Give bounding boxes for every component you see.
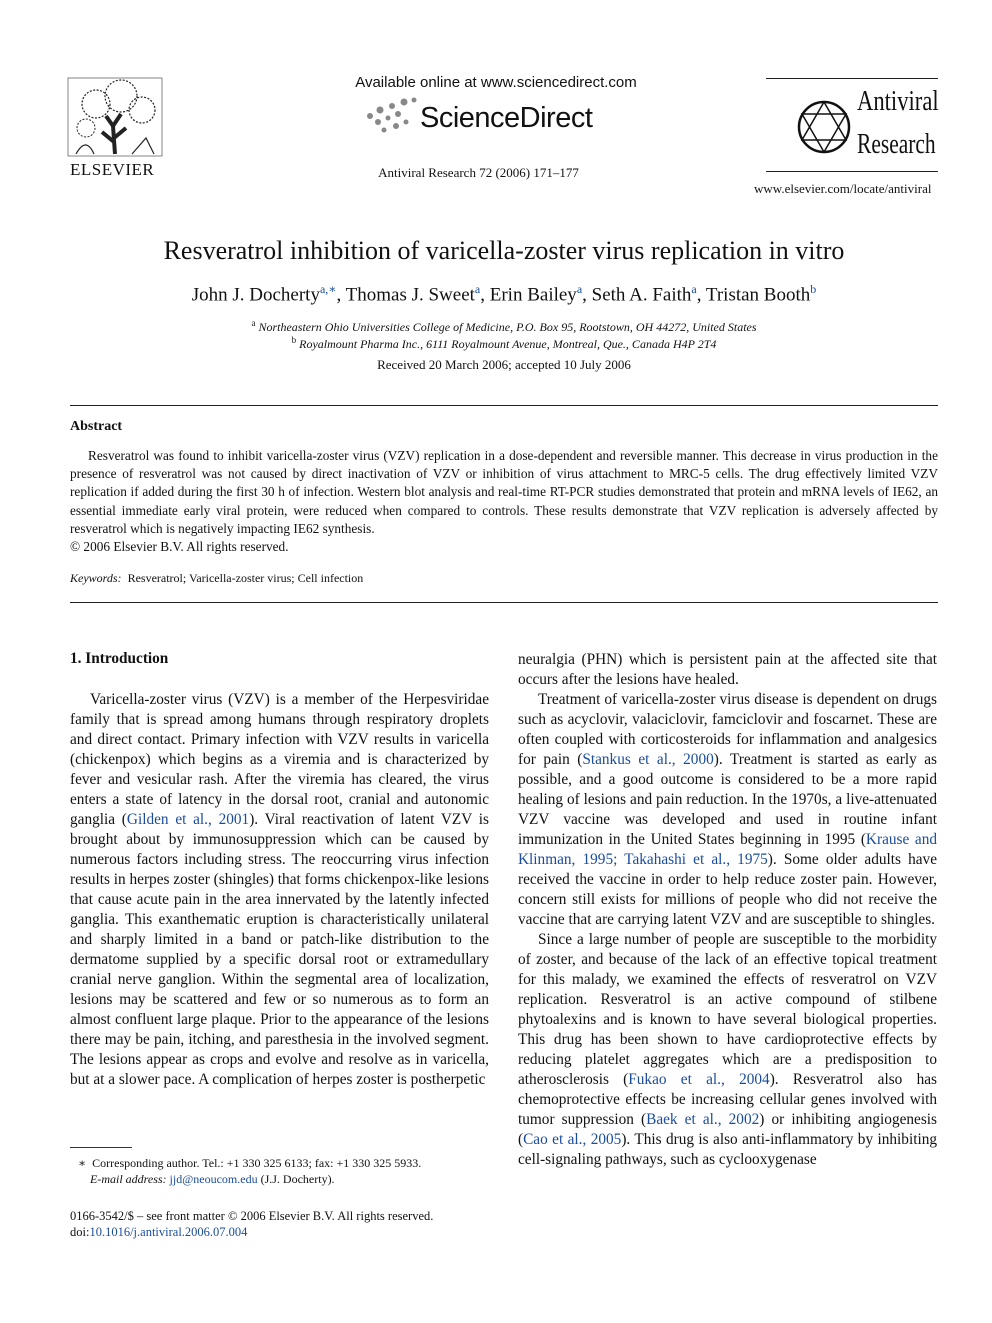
paragraph <box>518 690 937 930</box>
author-name: John J. Docherty <box>191 284 320 306</box>
affiliation-b <box>0 335 992 352</box>
text-run: ). Treatment is started as early as possible, and a good outcome is considered to be a more rapid healing of lesions and pain reduction. In the 1970s, a live-attenuated VZV vaccine was developed and used in routine infant immunization in the United States beginning in 1995 ( <box>518 751 938 848</box>
citation-link[interactable]: Baek et al., 2002 <box>646 1111 760 1128</box>
keywords-label: Keywords: <box>70 571 122 585</box>
citation-link[interactable]: Fukao et al., 2004 <box>628 1071 770 1088</box>
abstract-heading: Abstract <box>70 419 123 434</box>
keywords <box>70 571 363 586</box>
abstract-text: Resveratrol was found to inhibit varicella-zoster virus (VZV) replication in a dose-dependent and reversible manner. This decrease in virus production in the presence of resveratrol was not caused by direct inactivation of VZV or inhibition of virus attachment to MRC-5 cells. The drug effectively limited VZV replication if added during the first 30 h of infection. Western blot analysis and real-time RT-PCR studies demonstrated that protein and mRNA levels of IE62, an essential immediate early viral protein, were reduced when compared to controls. These results demonstrate that VZV replication is adversely affected by resveratrol which is negatively impacting IE62 synthesis. <box>70 448 938 536</box>
journal-logo-line2: Research <box>857 128 936 160</box>
text-run: ). Resveratrol also has chemoprotective effects be increasing cellular genes involved with tumor suppression ( <box>518 1071 937 1128</box>
paragraph <box>70 690 489 1090</box>
available-online-text: Available online at www.sciencedirect.com <box>355 74 637 91</box>
doi-line <box>70 1224 433 1240</box>
author-list <box>0 282 992 306</box>
text-run: Varicella-zoster virus (VZV) is a member of the Herpesviridae family that is spread among humans through respiratory droplets and direct contact. Primary infection with VZV results in varicella (chickenpox) which begins as a viremia and is characterized by fever and vesicular rash. After the viremia has cleared, the virus enters a state of latency in the dorsal root, cranial and autonomic ganglia ( <box>70 691 489 828</box>
footer <box>70 1208 433 1240</box>
author-name: Thomas J. Sweet <box>345 284 475 306</box>
citation-link[interactable]: Krause and Klinman, 1995; Takahashi et al., 1975 <box>518 831 938 868</box>
section-heading: 1. Introduction <box>70 650 169 667</box>
citation-link[interactable]: Stankus et al., 2000 <box>582 751 714 768</box>
author-affiliation-mark[interactable]: a <box>691 282 697 296</box>
footnote-mark: ∗ <box>78 1156 87 1170</box>
publisher-wordmark: ELSEVIER <box>70 160 155 179</box>
email-suffix: (J.J. Docherty). <box>260 1172 335 1186</box>
divider <box>70 405 938 406</box>
author-name: Tristan Booth <box>705 284 811 306</box>
journal-logo-line1: Antiviral <box>857 85 939 117</box>
paragraph: neuralgia (PHN) which is persistent pain at the affected site that occurs after the lesions have healed. <box>518 651 937 688</box>
text-run: Treatment of varicella-zoster virus disease is dependent on drugs such as acyclovir, valaciclovir, famciclovir and foscarnet. These are often coupled with corticosteroids for inflammation and analgesics for pain ( <box>518 691 937 768</box>
author-name: Seth A. Faith <box>591 284 692 306</box>
paragraph <box>518 930 937 1170</box>
issn-line: 0166-3542/$ – see front matter © 2006 Elsevier B.V. All rights reserved. <box>70 1209 434 1223</box>
right-column <box>518 650 937 1170</box>
journal-citation: Antiviral Research 72 (2006) 171–177 <box>378 165 579 180</box>
email-link[interactable]: jjd@neoucom.edu <box>169 1172 258 1186</box>
doi-label: doi: <box>70 1225 90 1239</box>
affiliation-text: Royalmount Pharma Inc., 6111 Royalmount Avenue, Montreal, Que., Canada H4P 2T4 <box>299 337 717 351</box>
author-affiliation-mark[interactable]: a <box>576 282 583 296</box>
citation-link[interactable]: Gilden et al., 2001 <box>126 811 250 828</box>
email-line <box>78 1171 421 1187</box>
author-separator: , <box>480 284 490 306</box>
citation-link[interactable]: Cao et al., 2005 <box>523 1131 622 1148</box>
email-label: E-mail address: <box>90 1172 167 1186</box>
author-name: Erin Bailey <box>489 284 577 306</box>
affiliation-mark: b <box>291 335 297 345</box>
abstract-copyright: © 2006 Elsevier B.V. All rights reserved. <box>70 539 289 554</box>
affiliation-mark: a <box>251 318 256 328</box>
left-column <box>70 690 489 1090</box>
text-run: Since a large number of people are susceptible to the morbidity of zoster, and because of the lack of an effective topical treatment for this malady, we examined the effects of resveratrol on VZV replication. Resveratrol is an active compound of stilbene phytoalexins and is known to have several biological properties. This drug has been shown to have cardioprotective effects by reducing platelet aggregates which are a predisposition to atherosclerosis ( <box>518 931 937 1088</box>
author-affiliation-mark[interactable]: a <box>474 282 481 296</box>
author-separator: , <box>582 284 592 306</box>
text-run: ). Some older adults have received the vaccine in order to help reduce zoster pain. However, concern still exists for millions of people who did not receive the vaccine that are carrying latent VZV and are susceptible to shingles. <box>518 851 937 928</box>
journal-emblem-icon <box>796 92 852 162</box>
author-separator: , <box>336 284 346 306</box>
doi-link[interactable]: 10.1016/j.antiviral.2006.07.004 <box>89 1225 248 1239</box>
article-title: Resveratrol inhibition of varicella-zoster virus replication in vitro <box>163 236 845 265</box>
affiliation-text: Northeastern Ohio Universities College of Medicine, P.O. Box 95, Rootstown, OH 44272, United States <box>258 320 757 334</box>
received-dates: Received 20 March 2006; accepted 10 July 2006 <box>377 357 631 372</box>
text-run: ) or inhibiting angiogenesis ( <box>518 1111 937 1148</box>
footnote-rule <box>70 1147 132 1148</box>
corresponding-author-note <box>78 1155 421 1171</box>
affiliation-a <box>0 318 992 335</box>
text-run: ). Viral reactivation of latent VZV is brought about by immunosuppression which can be caused by numerous factors including stress. The reoccurring virus infection results in herpes zoster (shingles) that forms chickenpox-like lesions that cause acute pain in the area innervated by the latently infected ganglia. This exanthematic eruption is characteristically unilateral and sharply limited in a band or patch-like distribution to the dermatome supplied by a specific dorsal root or extramedullary cranial nerve ganglion. Within the segmental area of localization, lesions may be scattered and few or so numerous as to form an almost confluent large plaque. Prior to the appearance of the lesions there may be pain, itching, and paresthesia in the involved segment. The lesions appear as crops and evolve and resolve as in varicella, but at a slower pace. A complication of herpes zoster is postherpetic <box>70 811 489 1088</box>
footnote-text: Corresponding author. Tel.: +1 330 325 6133; fax: +1 330 325 5933. <box>92 1156 422 1170</box>
author-affiliation-mark[interactable]: b <box>810 282 817 296</box>
footnote <box>78 1155 421 1187</box>
keywords-list: Resveratrol; Varicella-zoster virus; Cell infection <box>127 571 364 585</box>
text-run: ). This drug is also anti-inflammatory by inhibiting cell-signaling pathways, such as cyclooxygenase <box>518 1131 937 1168</box>
author-separator: , <box>696 284 706 306</box>
journal-url[interactable]: www.elsevier.com/locate/antiviral <box>754 181 932 196</box>
author-affiliation-mark[interactable]: a,∗ <box>319 282 337 296</box>
sciencedirect-wordmark: ScienceDirect <box>420 102 593 134</box>
divider <box>70 602 938 603</box>
